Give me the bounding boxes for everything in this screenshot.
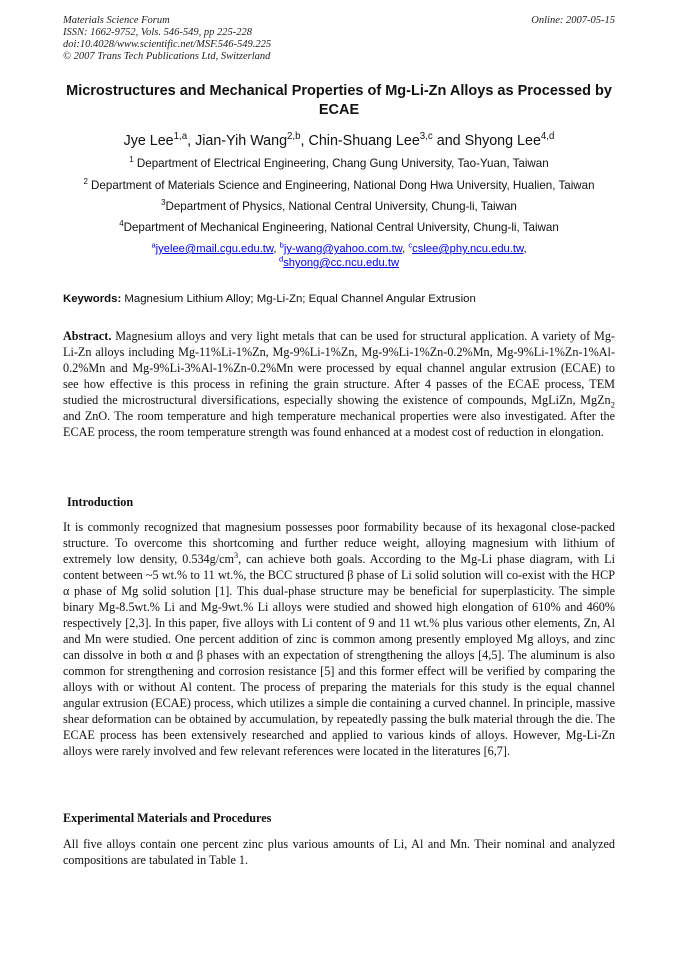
author-name: Chin-Shuang Lee (308, 133, 420, 149)
affiliation-superscript: 3 (161, 198, 166, 208)
author-name: Jye Lee (123, 133, 174, 149)
email-superscript: a (151, 240, 156, 250)
author-separator: , (300, 133, 309, 149)
introduction-paragraph (63, 519, 615, 759)
keywords-line (63, 292, 615, 306)
affiliation-text: Department of Mechanical Engineering, National Central University, Chung-li, Taiwan (123, 221, 559, 234)
introduction-text-continued: , can achieve both goals. According to the Mg-Li phase diagram, with Li content between ~5 wt.% to 11 wt.%, the BCC structured β phase of Li solid solution will co-exist with the HCP α phase of Mg solid solution [1]. This dual-phase structure may be beneficial for superplasticity. The simple binary Mg-8.5wt.% Li and Mg-9wt.% Li alloys were studied and showed high elongation of 610% and 460% respectively [2,3]. In this paper, five alloys with Li content of 9 and 11 wt.% plus various other elements, Zn, Al and Mn were studied. One percent addition of zinc is common among presently employed Mg alloys, and zinc can dissolve in both α and β phases with an expectation of strengthening the alloys [4,5]. The aluminum is also common for strengthening and corrosion resistance [5] and this former effect will be verified by comparing the alloys with or without Al content. The process of preparing the materials for this study is the equal channel angular extrusion (ECAE) process, which utilizes a simple die containing a curved channel. In principle, massive shear deformation can be obtained by accumulation, by repeatedly passing the bulk material through the die. The ECAE process has been extensively researched and applied to various kinds of alloys. However, Mg-Li-Zn alloys were rarely involved and few relevant references were located in the literatures [6,7]. (63, 552, 616, 758)
paper-title: Microstructures and Mechanical Properties of Mg-Li-Zn Alloys as Processed by ECAE (66, 83, 612, 118)
email-link-d[interactable]: shyong@cc.ncu.edu.tw (283, 257, 400, 269)
author-superscript: 3,c (419, 131, 433, 143)
affiliation-text: Department of Electrical Engineering, Chang Gung University, Tao-Yuan, Taiwan (133, 157, 549, 170)
author-superscript: 2,b (287, 131, 301, 143)
email-separator: , (523, 243, 527, 255)
affiliation-superscript: 4 (119, 219, 124, 229)
affiliation-1 (30, 157, 648, 171)
email-link-c[interactable]: cslee@phy.ncu.edu.tw (412, 243, 524, 255)
email-link-b[interactable]: jy-wang@yahoo.com.tw (283, 243, 403, 255)
introduction-heading: Introduction (67, 495, 134, 509)
keywords-label: Keywords: (63, 293, 122, 305)
experimental-heading: Experimental Materials and Procedures (63, 811, 272, 825)
email-list (63, 242, 615, 270)
journal-name: Materials Science Forum (63, 15, 170, 26)
abstract-text-continued: and ZnO. The room temperature and high temperature mechanical properties were also investigated. After the ECAE process, the room temperature strength was found enhanced at a modest cost of reduction in elongation. (63, 409, 615, 439)
author-name: Shyong Lee (464, 133, 541, 149)
author-and: and (432, 133, 465, 149)
email-link-a[interactable]: jyelee@mail.cgu.edu.tw (155, 243, 274, 255)
author-superscript: 1,a (173, 131, 188, 143)
abstract-label: Abstract. (63, 329, 112, 343)
issn-line: ISSN: 1662-9752, Vols. 546-549, pp 225-228 (63, 27, 252, 38)
email-superscript: b (279, 240, 284, 250)
introduction-text: It is commonly recognized that magnesium possesses poor formability because of its hexagonal close-packed structure. To overcome this shortcoming and further reduce weight, alloying magnesium with lithium of extremely low density, 0.534g/cm (63, 520, 615, 566)
abstract-text: Magnesium alloys and very light metals that can be used for structural application. A variety of Mg-Li-Zn alloys including Mg-11%Li-1%Zn, Mg-9%Li-1%Zn, Mg-9%Li-1%Zn-0.2%Mn, Mg-9%Li-1%Zn-1%Al-0.2%Mn and Mg-9%Li-3%Al-1%Zn-0.2%Mn were processed by equal channel angular extrusion (ECAE) to see how effective is this process in refining the grain structure. After 4 passes of the ECAE process, TEM studied the microstructural diversifications, especially showing the existence of compounds, MgLiZn, MgZn (63, 329, 615, 407)
abstract-paragraph (63, 328, 615, 440)
email-superscript: d (278, 254, 284, 264)
journal-header (63, 15, 615, 63)
online-date: Online: 2007-05-15 (531, 15, 615, 26)
email-separator: , (273, 243, 280, 255)
affiliation-superscript: 2 (83, 177, 88, 187)
affiliation-superscript: 1 (129, 155, 134, 165)
doi-line: doi:10.4028/www.scientific.net/MSF.546-549.225 (63, 39, 272, 50)
email-separator: , (402, 243, 409, 255)
keywords-text: Magnesium Lithium Alloy; Mg-Li-Zn; Equal Channel Angular Extrusion (121, 293, 476, 305)
affiliation-text: Department of Physics, National Central University, Chung-li, Taiwan (165, 200, 517, 213)
author-separator: , (187, 133, 196, 149)
affiliation-4 (30, 221, 648, 235)
affiliation-3 (30, 200, 648, 214)
author-name: Jian-Yih Wang (195, 133, 288, 149)
affiliation-2 (30, 179, 648, 193)
email-superscript: c (408, 240, 413, 250)
copyright-line: © 2007 Trans Tech Publications Ltd, Switzerland (63, 51, 271, 62)
author-list (63, 132, 615, 150)
header-left-block (63, 15, 271, 63)
introduction-superscript: 3 (234, 550, 239, 560)
abstract-subscript: 2 (610, 399, 615, 410)
experimental-paragraph: All five alloys contain one percent zinc plus various amounts of Li, Al and Mn. Their nominal and analyzed compositions are tabulated in Table 1. (63, 837, 615, 867)
author-superscript: 4,d (540, 131, 555, 143)
affiliation-text: Department of Materials Science and Engineering, National Dong Hwa University, Hualien, Taiwan (87, 179, 595, 192)
